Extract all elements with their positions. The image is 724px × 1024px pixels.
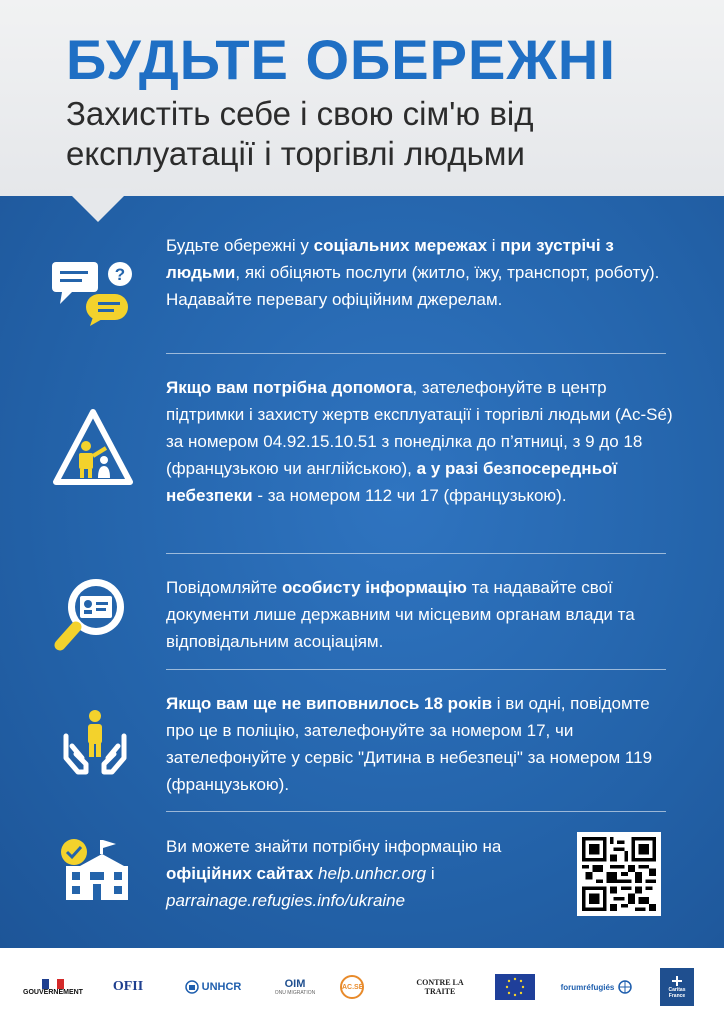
block-text: Повідомляйте — [166, 578, 282, 597]
ofii-label: OFII — [112, 979, 144, 994]
building-check-icon — [56, 836, 136, 904]
caritas-logo — [660, 968, 694, 1006]
caritas-cross-icon — [671, 975, 683, 987]
block-text: , які обіцяють послуги (житло, їжу, транспорт, роботу). Надавайте перевагу офіційним джерелам. — [166, 263, 660, 309]
chat-bubbles-icon — [46, 256, 136, 328]
separator — [166, 669, 666, 670]
magnifier-id-card-icon — [52, 573, 136, 653]
unhcr-label: UNHCR — [201, 981, 242, 993]
info-block-2 — [166, 374, 676, 509]
info-block-4 — [166, 690, 676, 798]
acse-logo — [336, 968, 392, 1006]
website-link-parrainage[interactable]: parrainage.refugies.info/ukraine — [166, 891, 406, 910]
gouvernement-logo — [22, 968, 84, 1006]
child-hands-icon — [60, 706, 130, 780]
block-text: і ви одні, повідомте про це в поліцію, зателефонуйте за номером 17, чи зателефонуйте у сервіс "Дитина в небезпеці" за номером 119 (французькою). — [166, 694, 653, 794]
block-bold-text: офіційних сайтах — [166, 864, 314, 883]
page-title: БУДЬТЕ ОБЕРЕЖНІ — [66, 28, 616, 91]
block-text: - за номером 112 чи 17 (французькою). — [252, 486, 567, 505]
oim-sublabel: ONU MIGRATION — [274, 990, 316, 996]
eu-flag-icon — [495, 974, 535, 1000]
forum-refugies-label: forumréfugiés — [560, 982, 615, 992]
info-block-5 — [166, 833, 566, 914]
oim-logo — [264, 968, 326, 1006]
panel-notch — [64, 188, 132, 222]
forum-refugies-logo — [552, 968, 642, 1006]
eu-logo — [492, 968, 538, 1006]
block-bold-text: Якщо вам ще не виповнилось 18 років — [166, 694, 493, 713]
unhcr-emblem-icon — [185, 980, 199, 994]
warning-triangle-icon — [52, 408, 134, 488]
separator — [166, 811, 666, 812]
block-text: Ви можете знайти потрібну інформацію на — [166, 837, 502, 856]
qr-code-icon[interactable] — [577, 832, 661, 916]
separator — [166, 353, 666, 354]
globe-icon — [617, 979, 633, 995]
page-subtitle: Захистіть себе і свою сім'ю від експлуатації і торгівлі людьми — [66, 95, 534, 172]
info-block-1 — [166, 232, 676, 313]
oim-label: OIM — [284, 978, 306, 990]
block-bold-text: соціальних мережах — [313, 236, 488, 255]
gouvernement-label: GOUVERNEMENT — [23, 988, 83, 996]
block-text: та надавайте свої документи лише державним чи місцевим органам влади та відповідальним асоціаціям. — [166, 578, 635, 651]
svg-text:?: ? — [114, 265, 126, 284]
block-bold-text: особисту інформацію — [281, 578, 467, 597]
qr-code-graphic — [582, 837, 656, 911]
block-text: , зателефонуйте в центр підтримки і захисту жертв експлуатації і торгівлі людьми (Ac-Sé) за номером 04.92.15.10.51 з понеділка до п’ятниці, з 9 до 18 (французькою чи англійською), — [166, 378, 673, 478]
website-link-unhcr[interactable]: help.unhcr.org — [318, 864, 427, 883]
block-bold-text: а у разі безпосередньої небезпеки — [166, 459, 618, 505]
french-flag-icon — [42, 979, 64, 989]
block-text: і — [487, 236, 501, 255]
separator — [166, 553, 666, 554]
caritas-label: Caritas France — [668, 987, 686, 999]
block-bold-text: при зустрічі з людьми — [166, 236, 614, 282]
block-bold-text: Якщо вам потрібна допомога — [166, 378, 413, 397]
contre-la-traite-logo — [402, 968, 478, 1006]
acse-label: AC.SÉ — [342, 983, 364, 991]
contre-la-traite-label: CONTRE LA TRAITE — [416, 978, 464, 996]
unhcr-logo — [176, 968, 250, 1006]
ofii-logo — [100, 968, 156, 1006]
block-text: і — [426, 864, 435, 883]
info-block-3 — [166, 574, 676, 655]
block-text: Будьте обережні у — [166, 236, 314, 255]
